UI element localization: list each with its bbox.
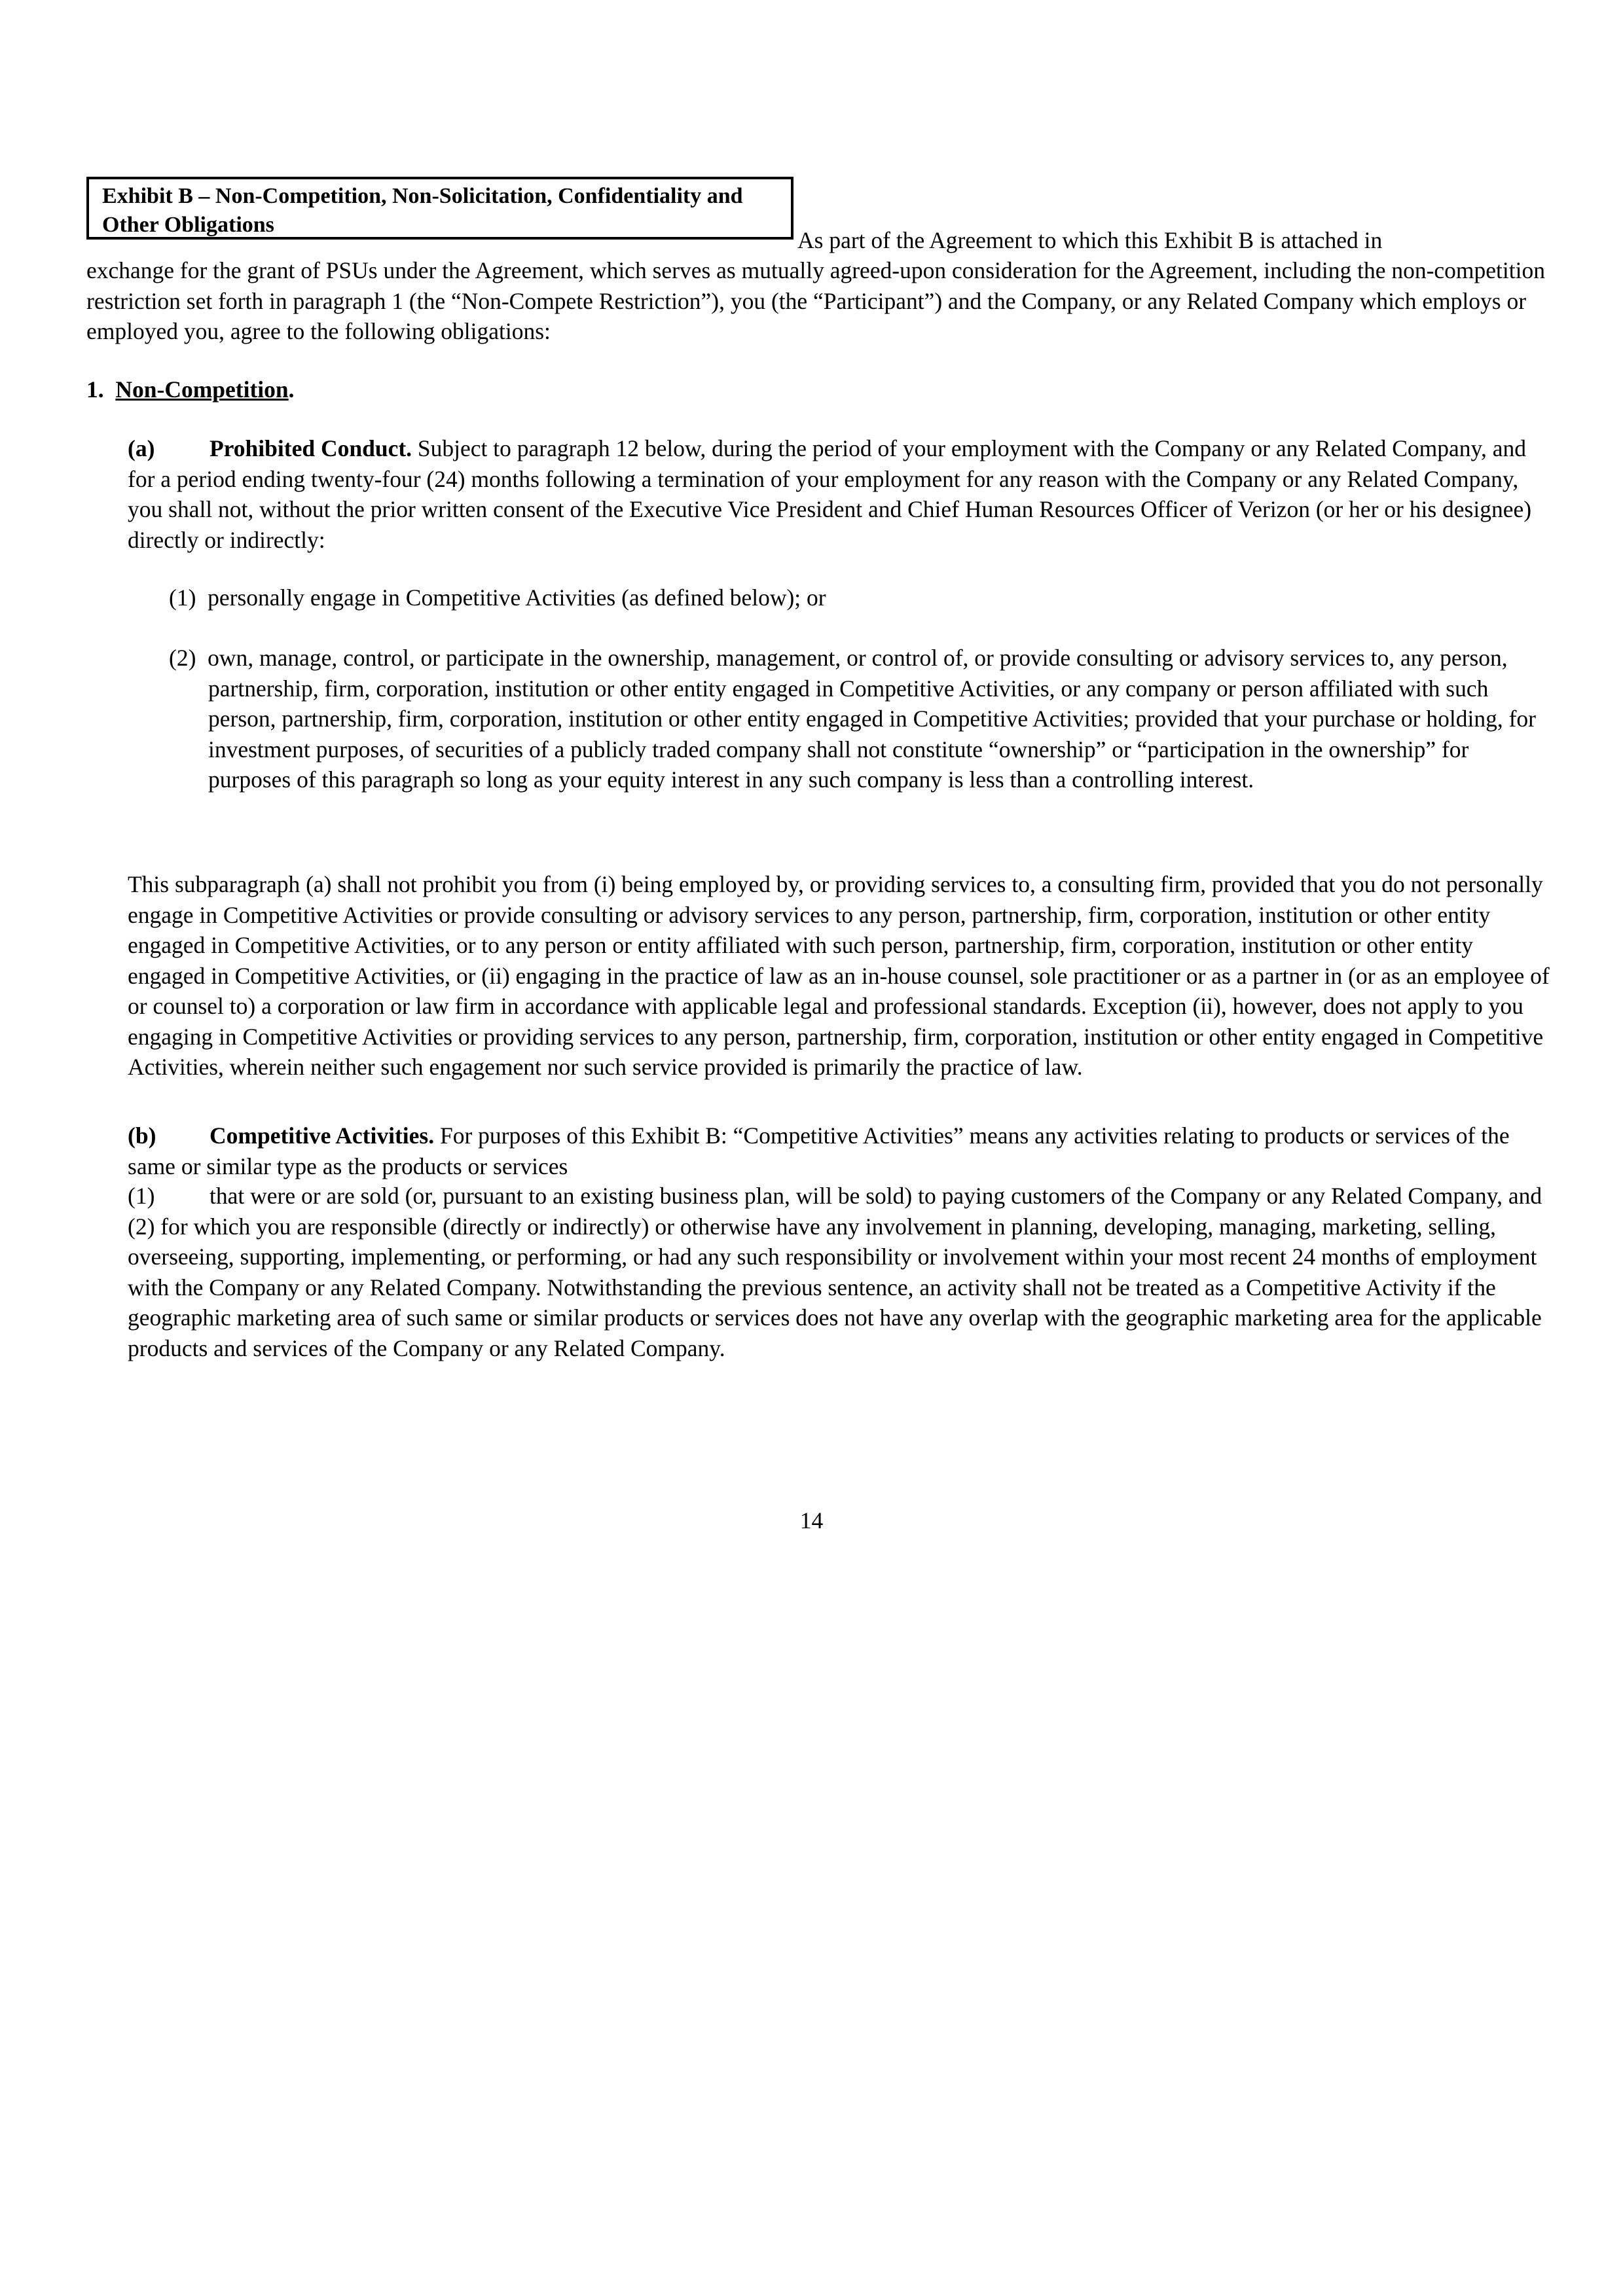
list-item-text: own, manage, control, or participate in the ownership, management, or control of, or provide consulting or advisory services to, any person, partnership, firm, corporation, institution or other entity engaged in Competitive Activities, or any company or person affiliated with such person, partnership, firm, corporation, institution or other entity engaged in Competitive Activities; provided that your purchase or holding, for investment purposes, of securities of a publicly traded company shall not constitute “ownership” or “participation in the ownership” for purposes of this paragraph so long as your equity interest in any such company is less than a controlling interest. xyxy=(208,645,1536,793)
paragraph-label-b: (b) xyxy=(128,1122,156,1149)
paragraph-competitive-activities-continued xyxy=(128,1181,1552,1363)
paragraph-title-competitive-activities: Competitive Activities. xyxy=(210,1122,435,1149)
exhibit-title: Exhibit B – Non-Competition, Non-Solicitation, Confidentiality and Other Obligations xyxy=(102,184,743,237)
paragraph-text-competitive-activities: For purposes of this Exhibit B: “Competitive Activities” means any activities relating to products or services of the same or similar type as the products or services xyxy=(128,1122,1510,1179)
subparagraph-exception-note: This subparagraph (a) shall not prohibit you from (i) being employed by, or providing services to, a consulting firm, provided that you do not personally engage in Competitive Activities or provide consulting or advisory services to any person, partnership, firm, corporation, institution or other entity engaged in Competitive Activities, or to any person or entity affiliated with such person, partnership, firm, corporation, institution or other entity engaged in Competitive Activities, or (ii) engaging in the practice of law as an in-house counsel, sole practitioner or as a partner in (or as an employee of or counsel to) a corporation or law firm in accordance with applicable legal and professional standards. Exception (ii), however, does not apply to you engaging in Competitive Activities or providing services to any person, partnership, firm, corporation, institution or other entity engaged in Competitive Activities, wherein neither such engagement nor such service provided is primarily the practice of law. xyxy=(128,871,1550,1080)
paragraph-text-prohibited-conduct: Subject to paragraph 12 below, during the period of your employment with the Company or any Related Company, and for a period ending twenty-four (24) months following a termination of your employment for any reason with the Company or any Related Company, you shall not, without the prior written consent of the Executive Vice President and Chief Human Resources Officer of Verizon (or her or his designee) directly or indirectly: xyxy=(128,435,1532,553)
exhibit-title-box xyxy=(86,177,793,240)
paragraph-title-prohibited-conduct: Prohibited Conduct. xyxy=(210,435,412,461)
list-item xyxy=(169,583,1544,613)
section-heading-non-competition xyxy=(86,374,295,405)
paragraph-prohibited-conduct xyxy=(128,433,1552,555)
intro-paragraph: exchange for the grant of PSUs under the Agreement, which serves as mutually agreed-upon consideration for the Agreement, including the non-competition restriction set forth in paragraph 1 (the “Non-Compete Restriction”), you (the “Participant”) and the Company, or any Related Company which employs or employed you, agree to the following obligations: xyxy=(86,257,1545,344)
section-title: Non-Competition xyxy=(115,376,289,403)
paragraph-competitive-activities xyxy=(128,1121,1552,1181)
continued-label: (1) xyxy=(128,1183,155,1209)
list-item-label: (1) xyxy=(169,584,196,611)
list-item-label: (2) xyxy=(169,645,196,671)
section-title-period: . xyxy=(288,376,295,403)
section-number: 1. xyxy=(86,376,104,403)
paragraph-label-a: (a) xyxy=(128,435,155,461)
continued-text: that were or are sold (or, pursuant to an existing business plan, will be sold) to paying customers of the Company or any Related Company, and (2) for which you are responsible (directly or indirectly) or otherwise have any involvement in planning, developing, managing, marketing, selling, overseeing, supporting, implementing, or performing, or had any such responsibility or involvement within your most recent 24 months of employment with the Company or any Related Company. Notwithstanding the previous sentence, an activity shall not be treated as a Competitive Activity if the geographic marketing area of such same or similar products or services does not have any overlap with the geographic marketing area for the applicable products and services of the Company or any Related Company. xyxy=(128,1183,1542,1361)
list-item xyxy=(169,643,1544,795)
intro-first-line: As part of the Agreement to which this Exhibit B is attached in xyxy=(797,227,1383,253)
list-item-text: personally engage in Competitive Activities (as defined below); or xyxy=(208,584,826,611)
page-number: 14 xyxy=(799,1507,824,1534)
